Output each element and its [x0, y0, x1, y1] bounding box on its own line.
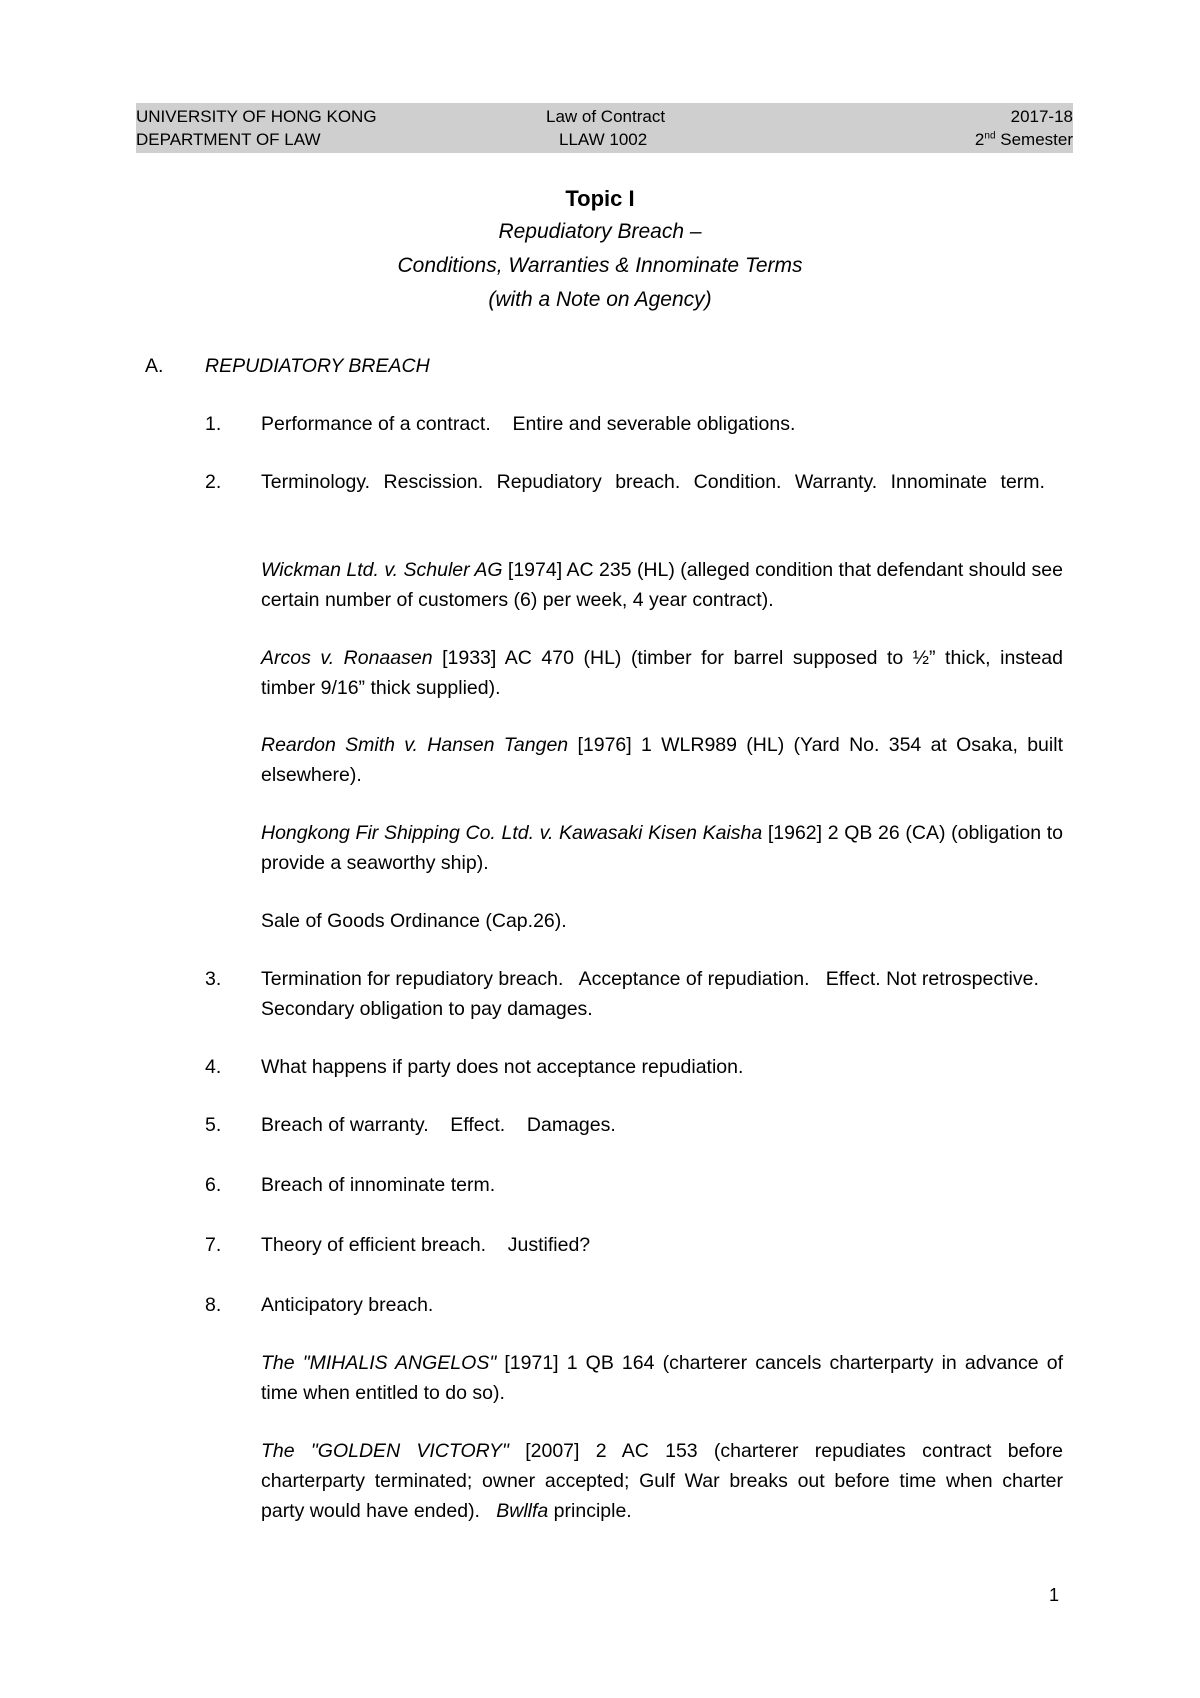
case-golden-victory: The "GOLDEN VICTORY" [2007] 2 AC 153 (charterer repudiates contract before charterparty terminated; owner accepted; Gulf War breaks out before time when charter party would have ended). Bwllfa principle. [261, 1440, 1069, 1522]
item-number-1: 1. [205, 413, 222, 435]
subtitle-line-2: Conditions, Warranties & Innominate Terms [397, 254, 803, 277]
case-wickman: Wickman Ltd. v. Schuler AG [1974] AC 235 (HL) (alleged condition that defendant should see certain number of customers (6) per week, 4 year contract). [261, 559, 1063, 611]
item-text-7: Theory of efficient breach. Justified? [261, 1234, 591, 1256]
university-name: UNIVERSITY OF HONG KONG [136, 107, 377, 126]
document-header [136, 103, 1073, 153]
bwllfa-term: Bwllfa [496, 1500, 549, 1522]
section-title: REPUDIATORY BREACH [205, 355, 430, 377]
case-name: Hongkong Fir Shipping Co. Ltd. v. Kawasaki Kisen Kaisha [261, 822, 763, 844]
case-mihalis-angelos: The "MIHALIS ANGELOS" [1971] 1 QB 164 (charterer cancels charterparty in advance of time when entitled to do so). [261, 1352, 1063, 1404]
item-number-6: 6. [205, 1174, 222, 1196]
section-letter: A. [145, 355, 164, 377]
item-text-3: Termination for repudiatory breach. Acceptance of repudiation. Effect. Not retrospective. Secondary obligation to pay damages. [261, 968, 1056, 1020]
item-text-2: Terminology. Rescission. Repudiatory breach. Condition. Warranty. Innominate term. [261, 471, 1045, 493]
item-text-5: Breach of warranty. Effect. Damages. [261, 1114, 616, 1136]
case-arcos: Arcos v. Ronaasen [1933] AC 470 (HL) (timber for barrel supposed to ½” thick, instead timber 9/16” thick supplied). [261, 647, 1063, 699]
item-text-1: Performance of a contract. Entire and severable obligations. [261, 413, 796, 435]
case-reardon: Reardon Smith v. Hansen Tangen [1976] 1 WLR989 (HL) (Yard No. 354 at Osaka, built elsewhere). [261, 734, 1063, 786]
sale-of-goods-ordinance: Sale of Goods Ordinance (Cap.26). [261, 910, 567, 932]
topic-heading: Topic I [565, 186, 635, 211]
header-left [136, 105, 377, 151]
item-text-8: Anticipatory breach. [261, 1294, 434, 1316]
case-name: The "MIHALIS ANGELOS" [261, 1352, 497, 1374]
academic-year: 2017-18 [1010, 107, 1073, 126]
item-number-2: 2. [205, 471, 222, 493]
case-name: Wickman Ltd. v. Schuler AG [261, 559, 503, 581]
item-text-4: What happens if party does not acceptance repudiation. [261, 1056, 744, 1078]
header-center [546, 105, 746, 151]
case-name: Arcos v. Ronaasen [261, 647, 433, 669]
subtitle-line-3: (with a Note on Agency) [488, 288, 712, 311]
header-right [975, 105, 1073, 151]
course-code: LLAW 1002 [559, 130, 648, 149]
course-name: Law of Contract [546, 107, 666, 126]
item-number-3: 3. [205, 968, 222, 990]
semester: 2nd Semester [974, 130, 1073, 149]
item-number-8: 8. [205, 1294, 222, 1316]
title-block [0, 183, 1200, 317]
item-text-6: Breach of innominate term. [261, 1174, 496, 1196]
item-number-5: 5. [205, 1114, 222, 1136]
item-number-7: 7. [205, 1234, 222, 1256]
case-name: The "GOLDEN VICTORY" [261, 1440, 509, 1462]
department-name: DEPARTMENT OF LAW [136, 130, 321, 149]
subtitle-line-1: Repudiatory Breach – [498, 220, 702, 243]
case-hongkong-fir: Hongkong Fir Shipping Co. Ltd. v. Kawasaki Kisen Kaisha [1962] 2 QB 26 (CA) (obligation to provide a seaworthy ship). [261, 822, 1064, 874]
case-name: Reardon Smith v. Hansen Tangen [261, 734, 569, 756]
item-number-4: 4. [205, 1056, 222, 1078]
page-number: 1 [1049, 1585, 1060, 1605]
